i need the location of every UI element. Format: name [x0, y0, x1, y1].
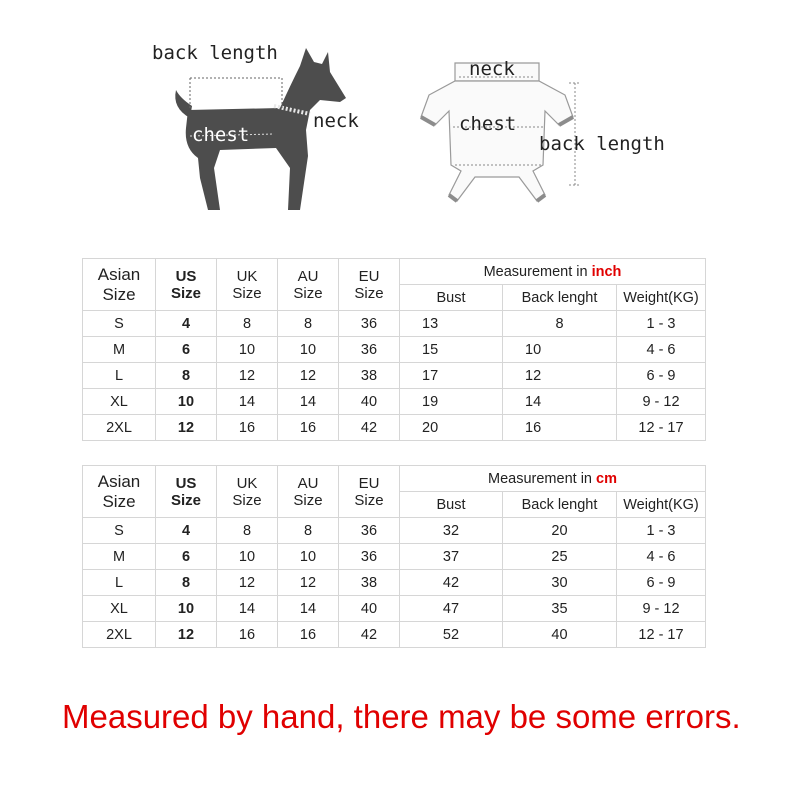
table-row [83, 389, 706, 415]
header-uk-size: UK Size [217, 259, 278, 311]
header-eu-size: EU Size [339, 259, 400, 311]
cell-bust: 15 [400, 337, 503, 363]
shirt-back-length-label: back length [539, 133, 665, 155]
table-row [83, 570, 706, 596]
cell-back: 14 [503, 389, 617, 415]
cell-asian: M [83, 337, 156, 363]
cell-uk: 8 [217, 518, 278, 544]
cell-weight: 6 - 9 [617, 363, 706, 389]
cell-back: 40 [503, 622, 617, 648]
cell-bust: 32 [400, 518, 503, 544]
shirt-neck-label: neck [469, 58, 515, 80]
cell-back: 16 [503, 415, 617, 441]
cell-au: 12 [278, 570, 339, 596]
cell-asian: M [83, 544, 156, 570]
cell-uk: 14 [217, 389, 278, 415]
header-asian-size: Asian Size [83, 466, 156, 518]
cell-uk: 10 [217, 337, 278, 363]
dog-measurement-diagram [150, 38, 380, 218]
header-uk-size: UK Size [217, 466, 278, 518]
cell-us: 12 [156, 622, 217, 648]
header-us-size: US Size [156, 466, 217, 518]
cell-bust: 47 [400, 596, 503, 622]
cell-bust: 13 [400, 311, 503, 337]
cell-asian: XL [83, 389, 156, 415]
cell-back: 30 [503, 570, 617, 596]
cell-uk: 16 [217, 622, 278, 648]
cell-weight: 6 - 9 [617, 570, 706, 596]
cell-weight: 12 - 17 [617, 622, 706, 648]
cell-uk: 10 [217, 544, 278, 570]
cell-back: 25 [503, 544, 617, 570]
shirt-measurement-diagram [415, 55, 690, 220]
cell-eu: 36 [339, 337, 400, 363]
table-row [83, 415, 706, 441]
cell-bust: 42 [400, 570, 503, 596]
size-table-cm [82, 465, 706, 648]
header-bust: Bust [400, 285, 503, 311]
dog-back-length-label: back length [152, 42, 278, 64]
dog-neck-label: neck [313, 110, 359, 132]
cell-asian: L [83, 570, 156, 596]
cell-back: 10 [503, 337, 617, 363]
header-asian-size: Asian Size [83, 259, 156, 311]
table-row [83, 596, 706, 622]
cell-uk: 8 [217, 311, 278, 337]
table-row [83, 311, 706, 337]
cell-au: 16 [278, 415, 339, 441]
cell-us: 10 [156, 389, 217, 415]
cell-us: 4 [156, 518, 217, 544]
unit-inch: inch [591, 263, 622, 280]
cell-au: 8 [278, 311, 339, 337]
cell-eu: 38 [339, 363, 400, 389]
cell-weight: 9 - 12 [617, 389, 706, 415]
table-row [83, 622, 706, 648]
cell-asian: XL [83, 596, 156, 622]
cell-weight: 12 - 17 [617, 415, 706, 441]
table-row [83, 363, 706, 389]
cell-uk: 14 [217, 596, 278, 622]
cell-weight: 9 - 12 [617, 596, 706, 622]
cell-bust: 20 [400, 415, 503, 441]
shirt-chest-label: chest [459, 113, 517, 135]
header-us-size: US Size [156, 259, 217, 311]
cell-back: 8 [503, 311, 617, 337]
cell-back: 35 [503, 596, 617, 622]
header-back-length: Back lenght [503, 285, 617, 311]
header-au-size: AU Size [278, 259, 339, 311]
table-row [83, 337, 706, 363]
header-au-size: AU Size [278, 466, 339, 518]
size-table-inch [82, 258, 706, 441]
cell-uk: 12 [217, 570, 278, 596]
cell-au: 10 [278, 337, 339, 363]
cell-eu: 40 [339, 596, 400, 622]
table-row [83, 544, 706, 570]
cell-asian: 2XL [83, 622, 156, 648]
cell-au: 14 [278, 389, 339, 415]
cell-back: 12 [503, 363, 617, 389]
cell-asian: L [83, 363, 156, 389]
cell-au: 12 [278, 363, 339, 389]
measurement-disclaimer: Measured by hand, there may be some errors. [62, 698, 741, 735]
cell-uk: 16 [217, 415, 278, 441]
cell-eu: 42 [339, 415, 400, 441]
header-weight: Weight(KG) [617, 285, 706, 311]
measurement-title-cm: Measurement in cm [400, 466, 706, 492]
header-back-length: Back lenght [503, 492, 617, 518]
header-weight: Weight(KG) [617, 492, 706, 518]
cell-au: 8 [278, 518, 339, 544]
cell-us: 8 [156, 570, 217, 596]
unit-cm: cm [596, 470, 617, 487]
table-row [83, 518, 706, 544]
cell-au: 14 [278, 596, 339, 622]
cell-us: 6 [156, 544, 217, 570]
cell-us: 10 [156, 596, 217, 622]
cell-weight: 1 - 3 [617, 518, 706, 544]
cell-bust: 37 [400, 544, 503, 570]
cell-weight: 1 - 3 [617, 311, 706, 337]
cell-weight: 4 - 6 [617, 544, 706, 570]
cell-back: 20 [503, 518, 617, 544]
cell-eu: 36 [339, 544, 400, 570]
cell-au: 16 [278, 622, 339, 648]
cell-bust: 52 [400, 622, 503, 648]
cell-us: 6 [156, 337, 217, 363]
cell-bust: 19 [400, 389, 503, 415]
cell-weight: 4 - 6 [617, 337, 706, 363]
cell-us: 8 [156, 363, 217, 389]
cell-asian: S [83, 518, 156, 544]
cell-eu: 36 [339, 311, 400, 337]
cell-eu: 36 [339, 518, 400, 544]
dog-chest-label: chest [192, 124, 250, 146]
cell-eu: 40 [339, 389, 400, 415]
measurement-title-inch: Measurement in inch [400, 259, 706, 285]
cell-bust: 17 [400, 363, 503, 389]
cell-us: 4 [156, 311, 217, 337]
cell-us: 12 [156, 415, 217, 441]
cell-au: 10 [278, 544, 339, 570]
cell-eu: 38 [339, 570, 400, 596]
cell-uk: 12 [217, 363, 278, 389]
cell-asian: 2XL [83, 415, 156, 441]
cell-eu: 42 [339, 622, 400, 648]
header-eu-size: EU Size [339, 466, 400, 518]
cell-asian: S [83, 311, 156, 337]
header-bust: Bust [400, 492, 503, 518]
